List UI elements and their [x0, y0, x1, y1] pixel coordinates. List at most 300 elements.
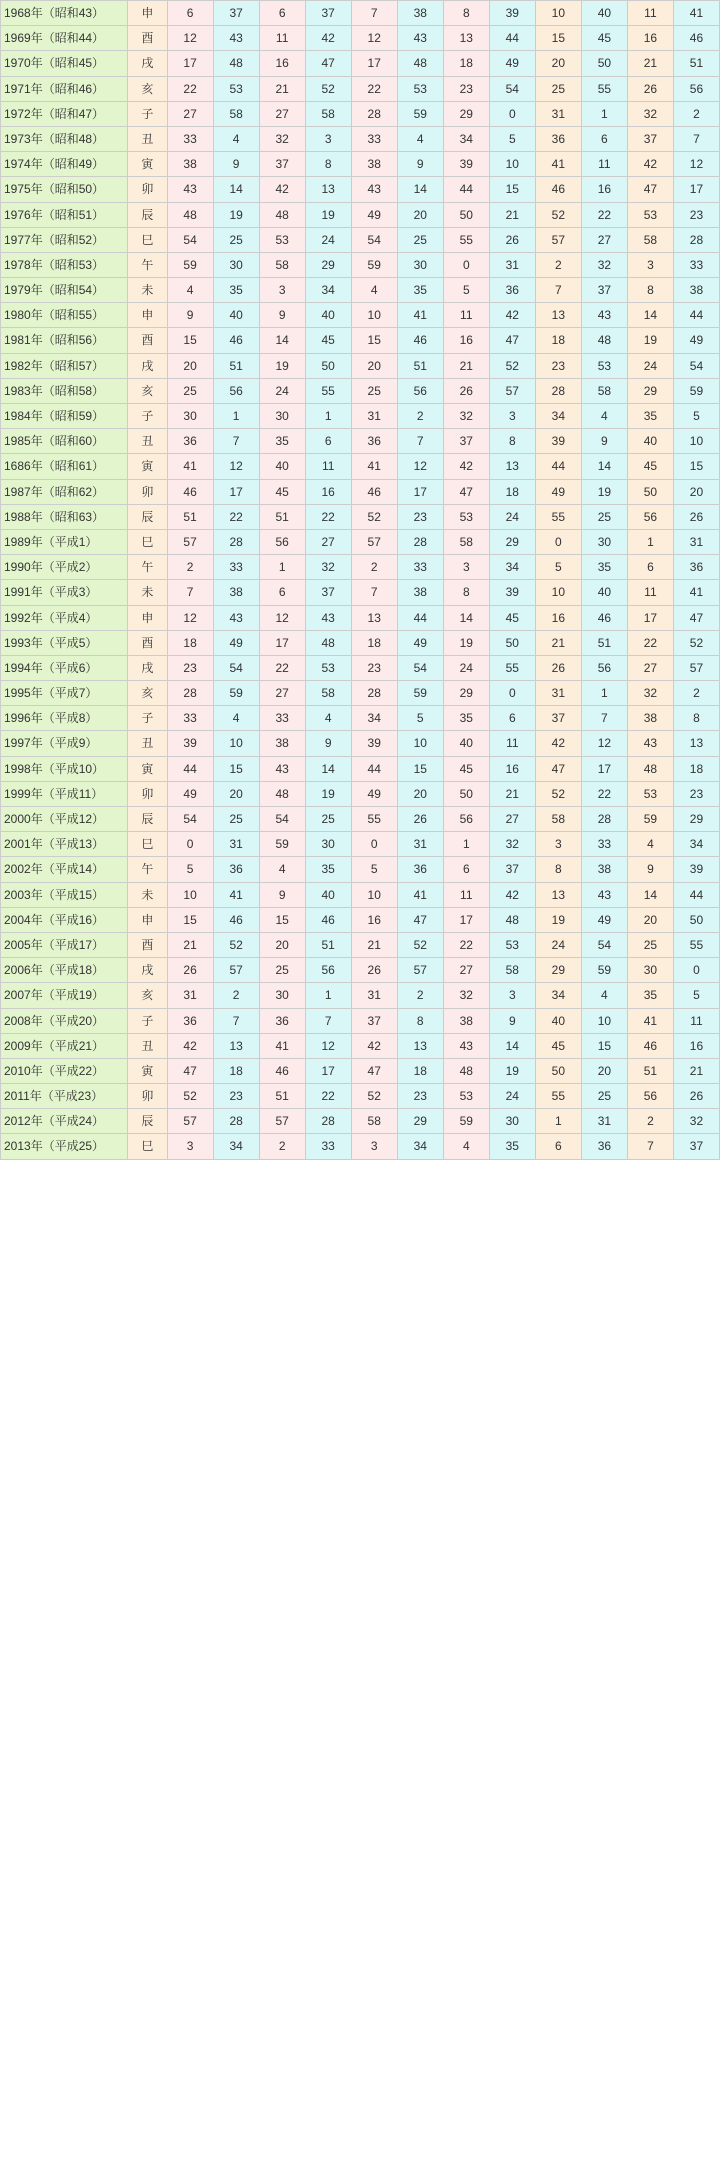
value-cell: 30 [489, 1109, 535, 1134]
year-cell: 1974年（昭和49） [1, 152, 128, 177]
value-cell: 9 [397, 152, 443, 177]
value-cell: 58 [581, 378, 627, 403]
value-cell: 53 [581, 353, 627, 378]
value-cell: 14 [581, 454, 627, 479]
value-cell: 50 [443, 781, 489, 806]
value-cell: 57 [167, 1109, 213, 1134]
value-cell: 50 [305, 353, 351, 378]
value-cell: 15 [167, 907, 213, 932]
value-cell: 28 [581, 807, 627, 832]
value-cell: 52 [351, 1084, 397, 1109]
value-cell: 47 [489, 328, 535, 353]
value-cell: 26 [627, 76, 673, 101]
value-cell: 29 [489, 529, 535, 554]
value-cell: 42 [305, 26, 351, 51]
value-cell: 29 [673, 807, 719, 832]
zodiac-cell: 子 [128, 1008, 167, 1033]
table-row [1, 681, 720, 706]
year-cell: 1993年（平成5） [1, 630, 128, 655]
value-cell: 40 [535, 1008, 581, 1033]
value-cell: 40 [213, 303, 259, 328]
year-cell: 2013年（平成25） [1, 1134, 128, 1159]
value-cell: 30 [259, 983, 305, 1008]
zodiac-cell: 巳 [128, 1134, 167, 1159]
value-cell: 54 [167, 807, 213, 832]
value-cell: 54 [581, 932, 627, 957]
value-cell: 41 [259, 1033, 305, 1058]
value-cell: 11 [673, 1008, 719, 1033]
value-cell: 18 [673, 756, 719, 781]
value-cell: 59 [351, 252, 397, 277]
value-cell: 1 [213, 404, 259, 429]
value-cell: 43 [581, 882, 627, 907]
value-cell: 7 [305, 1008, 351, 1033]
value-cell: 7 [535, 278, 581, 303]
zodiac-cell: 酉 [128, 932, 167, 957]
value-cell: 6 [627, 555, 673, 580]
value-cell: 54 [351, 227, 397, 252]
value-cell: 45 [627, 454, 673, 479]
value-cell: 24 [489, 504, 535, 529]
zodiac-cell: 巳 [128, 227, 167, 252]
value-cell: 46 [213, 907, 259, 932]
value-cell: 44 [673, 303, 719, 328]
value-cell: 35 [489, 1134, 535, 1159]
value-cell: 0 [167, 832, 213, 857]
table-row [1, 378, 720, 403]
year-cell: 1989年（平成1） [1, 529, 128, 554]
table-row [1, 353, 720, 378]
value-cell: 10 [489, 152, 535, 177]
value-cell: 45 [443, 756, 489, 781]
value-cell: 18 [535, 328, 581, 353]
value-cell: 42 [167, 1033, 213, 1058]
table-row [1, 429, 720, 454]
value-cell: 44 [397, 605, 443, 630]
value-cell: 53 [305, 655, 351, 680]
value-cell: 21 [443, 353, 489, 378]
value-cell: 42 [259, 177, 305, 202]
value-cell: 48 [213, 51, 259, 76]
value-cell: 53 [397, 76, 443, 101]
value-cell: 21 [535, 630, 581, 655]
zodiac-cell: 亥 [128, 983, 167, 1008]
value-cell: 1 [581, 681, 627, 706]
value-cell: 22 [581, 202, 627, 227]
value-cell: 47 [673, 605, 719, 630]
value-cell: 15 [535, 26, 581, 51]
value-cell: 54 [213, 655, 259, 680]
value-cell: 43 [351, 177, 397, 202]
value-cell: 37 [351, 1008, 397, 1033]
zodiac-cell: 卯 [128, 781, 167, 806]
value-cell: 5 [673, 983, 719, 1008]
value-cell: 15 [673, 454, 719, 479]
value-cell: 45 [535, 1033, 581, 1058]
value-cell: 8 [305, 152, 351, 177]
table-row [1, 1, 720, 26]
table-row [1, 1058, 720, 1083]
value-cell: 5 [351, 857, 397, 882]
value-cell: 20 [673, 479, 719, 504]
table-row [1, 26, 720, 51]
table-row [1, 907, 720, 932]
year-cell: 2010年（平成22） [1, 1058, 128, 1083]
zodiac-cell: 卯 [128, 479, 167, 504]
value-cell: 54 [397, 655, 443, 680]
year-cell: 1984年（昭和59） [1, 404, 128, 429]
value-cell: 22 [305, 504, 351, 529]
value-cell: 59 [397, 101, 443, 126]
value-cell: 34 [535, 983, 581, 1008]
zodiac-cell: 寅 [128, 152, 167, 177]
value-cell: 36 [535, 126, 581, 151]
value-cell: 52 [213, 932, 259, 957]
value-cell: 4 [259, 857, 305, 882]
zodiac-cell: 辰 [128, 1109, 167, 1134]
table-body [1, 1, 720, 1160]
value-cell: 22 [581, 781, 627, 806]
value-cell: 28 [351, 101, 397, 126]
value-cell: 21 [673, 1058, 719, 1083]
value-cell: 16 [305, 479, 351, 504]
value-cell: 31 [351, 404, 397, 429]
table-row [1, 731, 720, 756]
value-cell: 31 [167, 983, 213, 1008]
value-cell: 33 [351, 126, 397, 151]
year-cell: 1969年（昭和44） [1, 26, 128, 51]
value-cell: 8 [627, 278, 673, 303]
value-cell: 42 [443, 454, 489, 479]
value-cell: 46 [351, 479, 397, 504]
value-cell: 4 [397, 126, 443, 151]
value-cell: 16 [259, 51, 305, 76]
zodiac-cell: 寅 [128, 1058, 167, 1083]
year-cell: 2009年（平成21） [1, 1033, 128, 1058]
value-cell: 30 [581, 529, 627, 554]
year-cell: 1686年（昭和61） [1, 454, 128, 479]
value-cell: 5 [397, 706, 443, 731]
table-row [1, 328, 720, 353]
value-cell: 33 [305, 1134, 351, 1159]
zodiac-cell: 未 [128, 278, 167, 303]
value-cell: 14 [489, 1033, 535, 1058]
value-cell: 46 [673, 26, 719, 51]
value-cell: 27 [305, 529, 351, 554]
value-cell: 39 [351, 731, 397, 756]
table-row [1, 1008, 720, 1033]
value-cell: 36 [351, 429, 397, 454]
value-cell: 14 [443, 605, 489, 630]
value-cell: 3 [167, 1134, 213, 1159]
value-cell: 37 [673, 1134, 719, 1159]
year-cell: 1991年（平成3） [1, 580, 128, 605]
value-cell: 10 [673, 429, 719, 454]
value-cell: 16 [673, 1033, 719, 1058]
value-cell: 38 [443, 1008, 489, 1033]
value-cell: 7 [167, 580, 213, 605]
value-cell: 34 [673, 832, 719, 857]
value-cell: 6 [489, 706, 535, 731]
value-cell: 40 [305, 882, 351, 907]
value-cell: 4 [581, 983, 627, 1008]
value-cell: 52 [351, 504, 397, 529]
value-cell: 49 [673, 328, 719, 353]
value-cell: 32 [673, 1109, 719, 1134]
value-cell: 0 [673, 958, 719, 983]
table-row [1, 202, 720, 227]
zodiac-cell: 辰 [128, 202, 167, 227]
value-cell: 6 [259, 580, 305, 605]
value-cell: 38 [581, 857, 627, 882]
value-cell: 48 [489, 907, 535, 932]
value-cell: 4 [213, 706, 259, 731]
year-cell: 1998年（平成10） [1, 756, 128, 781]
value-cell: 17 [397, 479, 443, 504]
value-cell: 43 [627, 731, 673, 756]
value-cell: 46 [167, 479, 213, 504]
value-cell: 44 [489, 26, 535, 51]
value-cell: 41 [535, 152, 581, 177]
value-cell: 52 [167, 1084, 213, 1109]
zodiac-cell: 戌 [128, 353, 167, 378]
year-cell: 1972年（昭和47） [1, 101, 128, 126]
value-cell: 9 [259, 882, 305, 907]
value-cell: 41 [167, 454, 213, 479]
value-cell: 27 [489, 807, 535, 832]
value-cell: 34 [397, 1134, 443, 1159]
value-cell: 5 [167, 857, 213, 882]
value-cell: 2 [397, 983, 443, 1008]
value-cell: 38 [673, 278, 719, 303]
value-cell: 47 [305, 51, 351, 76]
zodiac-cell: 卯 [128, 1084, 167, 1109]
zodiac-cell: 未 [128, 882, 167, 907]
value-cell: 51 [305, 932, 351, 957]
value-cell: 4 [305, 706, 351, 731]
value-cell: 0 [489, 101, 535, 126]
value-cell: 24 [443, 655, 489, 680]
value-cell: 35 [627, 404, 673, 429]
value-cell: 14 [397, 177, 443, 202]
value-cell: 4 [167, 278, 213, 303]
value-cell: 7 [351, 580, 397, 605]
value-cell: 15 [489, 177, 535, 202]
value-cell: 7 [581, 706, 627, 731]
value-cell: 3 [259, 278, 305, 303]
table-row [1, 529, 720, 554]
value-cell: 45 [259, 479, 305, 504]
zodiac-cell: 申 [128, 1, 167, 26]
value-cell: 49 [213, 630, 259, 655]
value-cell: 24 [489, 1084, 535, 1109]
table-row [1, 983, 720, 1008]
value-cell: 14 [259, 328, 305, 353]
value-cell: 46 [627, 1033, 673, 1058]
value-cell: 56 [627, 504, 673, 529]
value-cell: 12 [305, 1033, 351, 1058]
value-cell: 36 [213, 857, 259, 882]
zodiac-cell: 申 [128, 907, 167, 932]
value-cell: 7 [673, 126, 719, 151]
value-cell: 14 [213, 177, 259, 202]
value-cell: 18 [167, 630, 213, 655]
value-cell: 8 [443, 580, 489, 605]
year-cell: 1995年（平成7） [1, 681, 128, 706]
value-cell: 28 [213, 529, 259, 554]
value-cell: 22 [443, 932, 489, 957]
value-cell: 39 [167, 731, 213, 756]
value-cell: 29 [305, 252, 351, 277]
value-cell: 20 [581, 1058, 627, 1083]
value-cell: 2 [259, 1134, 305, 1159]
value-cell: 26 [397, 807, 443, 832]
zodiac-cell: 戌 [128, 958, 167, 983]
year-cell: 2011年（平成23） [1, 1084, 128, 1109]
value-cell: 38 [259, 731, 305, 756]
value-cell: 56 [259, 529, 305, 554]
value-cell: 55 [535, 1084, 581, 1109]
value-cell: 27 [167, 101, 213, 126]
value-cell: 37 [443, 429, 489, 454]
value-cell: 32 [627, 681, 673, 706]
value-cell: 44 [535, 454, 581, 479]
value-cell: 56 [213, 378, 259, 403]
year-cell: 2001年（平成13） [1, 832, 128, 857]
value-cell: 25 [305, 807, 351, 832]
value-cell: 46 [581, 605, 627, 630]
value-cell: 29 [443, 101, 489, 126]
value-cell: 48 [167, 202, 213, 227]
value-cell: 58 [259, 252, 305, 277]
value-cell: 49 [581, 907, 627, 932]
value-cell: 58 [305, 681, 351, 706]
value-cell: 52 [535, 781, 581, 806]
value-cell: 3 [443, 555, 489, 580]
value-cell: 54 [167, 227, 213, 252]
value-cell: 41 [351, 454, 397, 479]
value-cell: 56 [443, 807, 489, 832]
value-cell: 25 [213, 227, 259, 252]
value-cell: 33 [167, 126, 213, 151]
table-row [1, 404, 720, 429]
table-row [1, 504, 720, 529]
value-cell: 1 [259, 555, 305, 580]
value-cell: 30 [259, 404, 305, 429]
value-cell: 12 [673, 152, 719, 177]
zodiac-cell: 午 [128, 857, 167, 882]
value-cell: 50 [443, 202, 489, 227]
value-cell: 49 [489, 51, 535, 76]
value-cell: 17 [305, 1058, 351, 1083]
value-cell: 6 [167, 1, 213, 26]
value-cell: 36 [167, 429, 213, 454]
value-cell: 28 [305, 1109, 351, 1134]
value-cell: 48 [305, 630, 351, 655]
value-cell: 39 [535, 429, 581, 454]
value-cell: 10 [535, 1, 581, 26]
table-row [1, 655, 720, 680]
value-cell: 53 [627, 202, 673, 227]
zodiac-cell: 辰 [128, 504, 167, 529]
table-row [1, 781, 720, 806]
table-row [1, 630, 720, 655]
value-cell: 52 [489, 353, 535, 378]
value-cell: 24 [627, 353, 673, 378]
value-cell: 25 [397, 227, 443, 252]
value-cell: 2 [673, 681, 719, 706]
table-row [1, 1109, 720, 1134]
value-cell: 9 [581, 429, 627, 454]
value-cell: 27 [581, 227, 627, 252]
value-cell: 25 [581, 504, 627, 529]
year-cell: 1999年（平成11） [1, 781, 128, 806]
value-cell: 21 [627, 51, 673, 76]
value-cell: 38 [627, 706, 673, 731]
value-cell: 40 [443, 731, 489, 756]
value-cell: 26 [489, 227, 535, 252]
value-cell: 16 [581, 177, 627, 202]
year-cell: 1981年（昭和56） [1, 328, 128, 353]
value-cell: 57 [167, 529, 213, 554]
value-cell: 31 [351, 983, 397, 1008]
year-cell: 1982年（昭和57） [1, 353, 128, 378]
value-cell: 58 [535, 807, 581, 832]
value-cell: 29 [535, 958, 581, 983]
value-cell: 35 [581, 555, 627, 580]
value-cell: 2 [627, 1109, 673, 1134]
year-cell: 2004年（平成16） [1, 907, 128, 932]
value-cell: 4 [581, 404, 627, 429]
value-cell: 7 [351, 1, 397, 26]
value-cell: 51 [581, 630, 627, 655]
value-cell: 17 [351, 51, 397, 76]
zodiac-cell: 亥 [128, 76, 167, 101]
value-cell: 54 [489, 76, 535, 101]
value-cell: 40 [581, 1, 627, 26]
table-row [1, 605, 720, 630]
value-cell: 9 [259, 303, 305, 328]
value-cell: 43 [213, 26, 259, 51]
table-row [1, 454, 720, 479]
zodiac-cell: 午 [128, 555, 167, 580]
year-cell: 1971年（昭和46） [1, 76, 128, 101]
value-cell: 36 [259, 1008, 305, 1033]
value-cell: 34 [213, 1134, 259, 1159]
value-cell: 9 [213, 152, 259, 177]
zodiac-cell: 亥 [128, 681, 167, 706]
value-cell: 31 [213, 832, 259, 857]
value-cell: 53 [443, 504, 489, 529]
value-cell: 58 [213, 101, 259, 126]
value-cell: 2 [535, 252, 581, 277]
value-cell: 26 [535, 655, 581, 680]
value-cell: 43 [259, 756, 305, 781]
value-cell: 58 [443, 529, 489, 554]
value-cell: 13 [673, 731, 719, 756]
value-cell: 41 [673, 580, 719, 605]
value-cell: 57 [397, 958, 443, 983]
value-cell: 28 [397, 529, 443, 554]
value-cell: 36 [167, 1008, 213, 1033]
value-cell: 15 [259, 907, 305, 932]
value-cell: 55 [673, 932, 719, 957]
value-cell: 23 [443, 76, 489, 101]
value-cell: 39 [443, 152, 489, 177]
value-cell: 52 [305, 76, 351, 101]
value-cell: 9 [305, 731, 351, 756]
zodiac-cell: 卯 [128, 177, 167, 202]
